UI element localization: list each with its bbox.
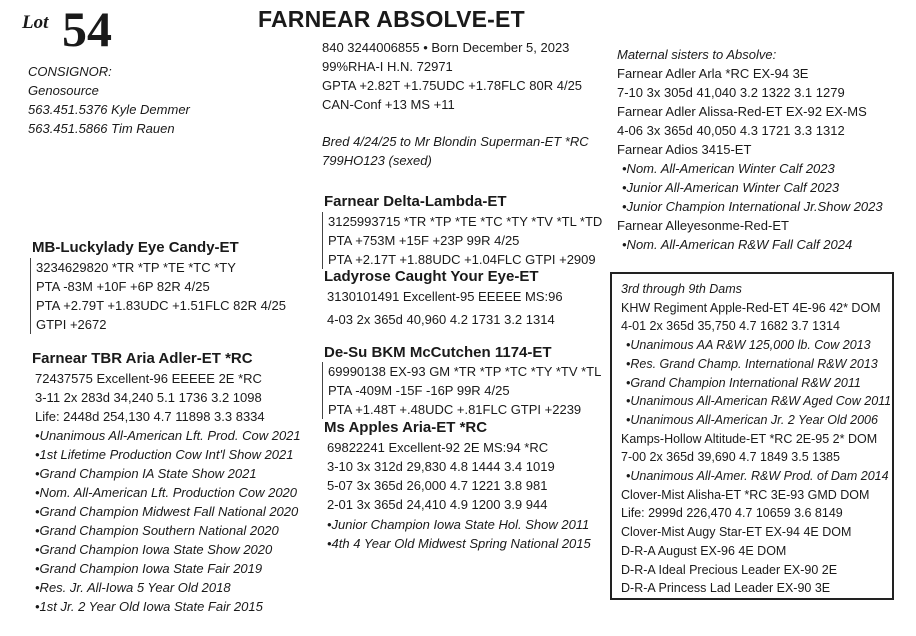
second-dam-line: 69822241 Excellent-92 2E MS:94 *RC (327, 440, 549, 455)
dam-pedigree-line: Clover-Mist Alisha-ET *RC 3E-93 GMD DOM (621, 487, 870, 502)
maternal-sister-honor: •Nom. All-American Winter Calf 2023 (622, 161, 835, 176)
dam-honor: •1st Lifetime Production Cow Int'l Show 2021 (35, 447, 294, 462)
sire-dam-line: 4-03 2x 365d 40,960 4.2 1731 3.2 1314 (327, 312, 555, 327)
info-line: 99%RHA-I H.N. 72971 (322, 59, 453, 74)
maternal-sister-line: Farnear Adler Alissa-Red-ET EX-92 EX-MS (617, 104, 867, 119)
maternal-sisters-heading: Maternal sisters to Absolve: (617, 47, 777, 62)
dams-box (610, 272, 894, 600)
dam-pedigree-honor: •Unanimous AA R&W 125,000 lb. Cow 2013 (626, 338, 871, 353)
breeding-info (322, 132, 589, 170)
lot-number: 54 (62, 1, 112, 57)
dam-pedigree-honor: •Res. Grand Champ. International R&W 2013 (626, 356, 878, 371)
dam-pedigree-honor: •Unanimous All-Amer. R&W Prod. of Dam 2014 (626, 469, 889, 484)
dam-pedigree-line: Clover-Mist Augy Star-ET EX-94 4E DOM (621, 525, 852, 540)
second-dam-name: Ms Apples Aria-ET *RC (324, 419, 488, 436)
bred-line: 799HO123 (sexed) (322, 153, 432, 168)
animal-info (322, 38, 582, 114)
dam-honor: •Res. Jr. All-Iowa 5 Year Old 2018 (35, 580, 231, 595)
dam-pedigree-line: Kamps-Hollow Altitude-ET *RC 2E-95 2* DOM (621, 431, 878, 446)
dam-honor: •Grand Champion Southern National 2020 (35, 523, 279, 538)
dam-pedigree-line: 4-01 2x 365d 35,750 4.7 1682 3.7 1314 (621, 319, 840, 334)
mgs-line: PTA -83M +10F +6P 82R 4/25 (36, 279, 210, 294)
dam-pedigree-line: D-R-A Princess Lad Leader EX-90 3E (621, 581, 831, 596)
dam-line: Life: 2448d 254,130 4.7 11898 3.3 8334 (35, 409, 265, 424)
mgs-line: GTPI +2672 (36, 317, 107, 332)
maternal-sister-line: Farnear Adios 3415-ET (617, 142, 752, 157)
dam-pedigree-line: D-R-A Ideal Precious Leader EX-90 2E (621, 562, 838, 577)
maternal-sister-honor: •Nom. All-American R&W Fall Calf 2024 (622, 237, 853, 252)
info-line: GPTA +2.82T +1.75UDC +1.78FLC 80R 4/25 (322, 78, 583, 93)
sire-block (322, 212, 602, 269)
dam-block (35, 369, 301, 616)
dam-pedigree-line: 7-00 2x 365d 39,690 4.7 1849 3.5 1385 (621, 450, 840, 465)
bred-line: Bred 4/24/25 to Mr Blondin Superman-ET *RC (322, 134, 589, 149)
maternal-sister-honor: •Junior Champion International Jr.Show 2023 (622, 199, 883, 214)
sire-name: Farnear Delta-Lambda-ET (324, 193, 507, 210)
mgs-block (30, 258, 286, 334)
info-line: CAN-Conf +13 MS +11 (322, 97, 455, 112)
dam-honor: •Grand Champion IA State Show 2021 (35, 466, 257, 481)
dam-line: 72437575 Excellent-96 EEEEE 2E *RC (35, 371, 262, 386)
dam-name: Farnear TBR Aria Adler-ET *RC (32, 350, 253, 367)
consignor-heading: CONSIGNOR: (28, 64, 112, 79)
maternal-sister-line: 4-06 3x 365d 40,050 4.3 1721 3.3 1312 (617, 123, 845, 138)
dam-sire-line: PTA +1.48T +.48UDC +.81FLC GTPI +2239 (328, 402, 582, 417)
dam-sire-name: De-Su BKM McCutchen 1174-ET (324, 344, 552, 361)
second-dam-honor: •4th 4 Year Old Midwest Spring National 2015 (327, 536, 591, 551)
mgs-line: PTA +2.79T +1.83UDC +1.51FLC 82R 4/25 (36, 298, 286, 313)
dam-pedigree-honor: •Grand Champion International R&W 2011 (626, 375, 861, 390)
sire-line: PTA +2.17T +1.88UDC +1.04FLC GTPI +2909 (328, 252, 596, 267)
maternal-sister-line: Farnear Alleyesonme-Red-ET (617, 218, 789, 233)
sire-dam-line: 3130101491 Excellent-95 EEEEE MS:96 (327, 289, 563, 304)
sire-dam-block (327, 287, 563, 329)
second-dam-honor: •Junior Champion Iowa State Hol. Show 2011 (327, 517, 590, 532)
second-dam-block (327, 438, 591, 553)
dam-pedigree-honor: •Unanimous All-American R&W Aged Cow 2011 (626, 394, 892, 409)
dam-honor: •Grand Champion Iowa State Show 2020 (35, 542, 273, 557)
dam-honor: •1st Jr. 2 Year Old Iowa State Fair 2015 (35, 599, 263, 614)
consignor-block (28, 62, 190, 138)
sire-line: 3125993715 *TR *TP *TE *TC *TY *TV *TL *TD (328, 214, 603, 229)
dam-sire-line: PTA -409M -15F -16P 99R 4/25 (328, 383, 510, 398)
sire-line: PTA +753M +15F +23P 99R 4/25 (328, 233, 520, 248)
animal-name-title: FARNEAR ABSOLVE-ET (258, 6, 525, 32)
dam-pedigree-line: KHW Regiment Apple-Red-ET 4E-96 42* DOM (621, 300, 881, 315)
dam-sire-block (322, 362, 601, 419)
consignor-phone: 563.451.5376 Kyle Demmer (28, 102, 190, 117)
second-dam-line: 5-07 3x 365d 26,000 4.7 1221 3.8 981 (327, 478, 548, 493)
second-dam-line: 2-01 3x 365d 24,410 4.9 1200 3.9 944 (327, 497, 548, 512)
maternal-sister-honor: •Junior All-American Winter Calf 2023 (622, 180, 840, 195)
dam-honor: •Grand Champion Iowa State Fair 2019 (35, 561, 263, 576)
dam-honor: •Unanimous All-American Lft. Prod. Cow 2021 (35, 428, 301, 443)
mgs-line: 3234629820 *TR *TP *TE *TC *TY (36, 260, 236, 275)
maternal-sister-line: Farnear Adler Arla *RC EX-94 3E (617, 66, 809, 81)
dam-pedigree-line: D-R-A August EX-96 4E DOM (621, 543, 787, 558)
second-dam-line: 3-10 3x 312d 29,830 4.8 1444 3.4 1019 (327, 459, 555, 474)
maternal-sisters-list (617, 64, 883, 254)
consignor-phone: 563.451.5866 Tim Rauen (28, 121, 175, 136)
sire-dam-name: Ladyrose Caught Your Eye-ET (324, 268, 539, 285)
dam-honor: •Grand Champion Midwest Fall National 2020 (35, 504, 299, 519)
dam-pedigree-line: Life: 2999d 226,470 4.7 10659 3.6 8149 (621, 506, 843, 521)
maternal-sister-line: 7-10 3x 305d 41,040 3.2 1322 3.1 1279 (617, 85, 845, 100)
dams-list (621, 299, 891, 598)
maternal-sisters-block (617, 45, 883, 254)
consignor-name: Genosource (28, 83, 99, 98)
dam-sire-line: 69990138 EX-93 GM *TR *TP *TC *TY *TV *TL (328, 364, 602, 379)
dam-line: 3-11 2x 283d 34,240 5.1 1736 3.2 1098 (35, 390, 262, 405)
mgs-name: MB-Luckylady Eye Candy-ET (32, 239, 239, 256)
dam-honor: •Nom. All-American Lft. Production Cow 2020 (35, 485, 298, 500)
dams-box-heading: 3rd through 9th Dams (621, 282, 742, 296)
info-line: 840 3244006855 • Born December 5, 2023 (322, 40, 570, 55)
dam-pedigree-honor: •Unanimous All-American Jr. 2 Year Old 2006 (626, 412, 878, 427)
lot-label: Lot (22, 12, 49, 33)
